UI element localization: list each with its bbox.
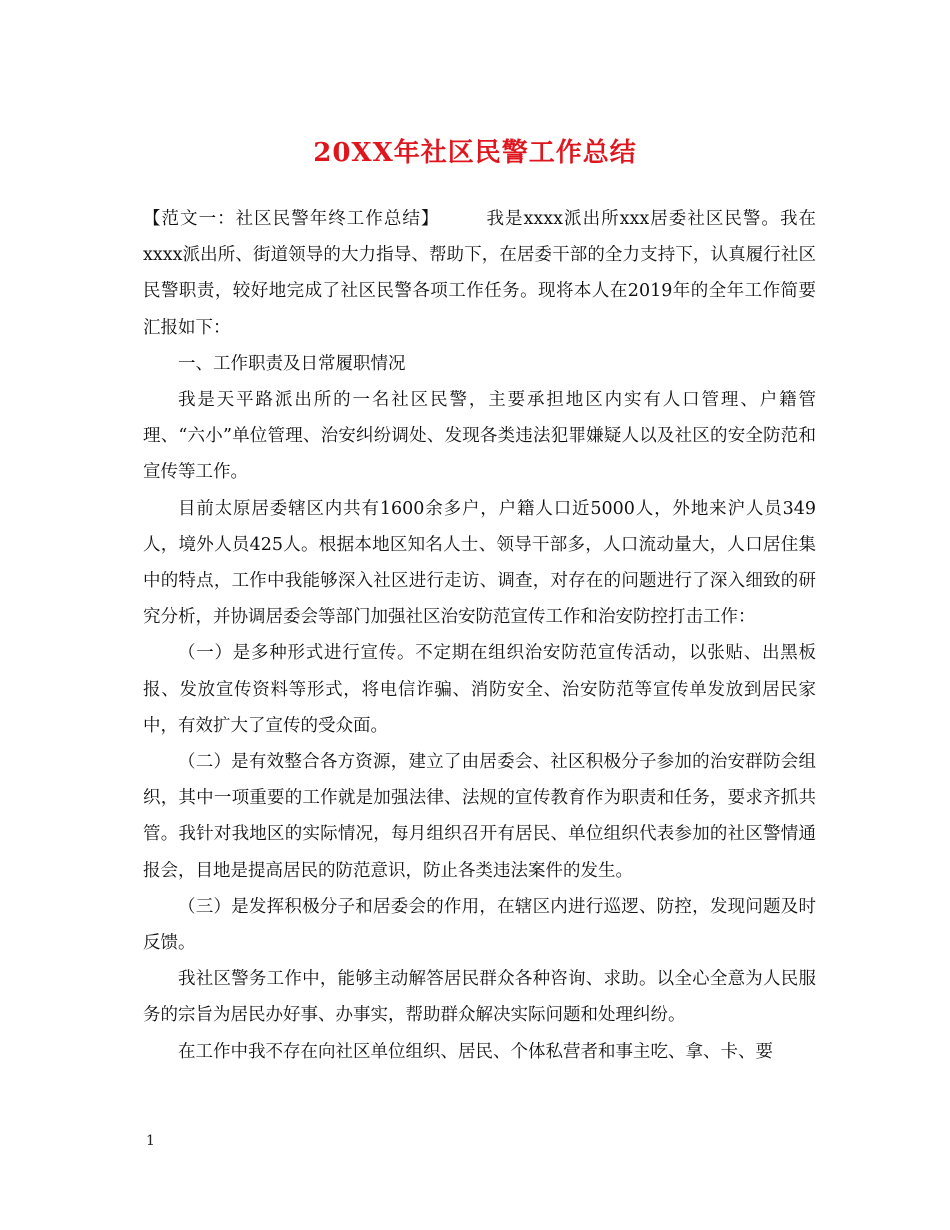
body-paragraph-3: （一）是多种形式进行宣传。不定期在组织治安防范宣传活动，以张贴、出黑板报、发放宣传资料等形式，将电信诈骗、消防安全、治安防范等宣传单发放到居民家中，有效扩大了宣传的受众面。 — [143, 643, 816, 736]
document-body — [143, 201, 816, 1070]
body-paragraph-5: （三）是发挥积极分子和居委会的作用，在辖区内进行巡逻、防控，发现问题及时反馈。 — [143, 896, 816, 954]
section-heading: 一、工作职责及日常履职情况 — [178, 353, 406, 374]
body-paragraph-1: 我是天平路派出所的一名社区民警，主要承担地区内实有人口管理、户籍管理、“六小”单位管理、治安纠纷调处、发现各类违法犯罪嫌疑人以及社区的安全防范和宣传等工作。 — [143, 390, 816, 483]
intro-paragraph — [143, 201, 816, 346]
document-title: 20XX年社区民警工作总结 — [313, 138, 637, 168]
body-paragraph-7: 在工作中我不存在向社区单位组织、居民、个体私营者和事主吃、拿、卡、要 — [178, 1041, 773, 1062]
body-paragraph-4: （二）是有效整合各方资源，建立了由居委会、社区积极分子参加的治安群防会组织，其中一项重要的工作就是加强法律、法规的宣传教育作为职责和任务，要求齐抓共管。我针对我地区的实际情况，每月组织召开有居民、单位组织代表参加的社区警情通报会，目地是提高居民的防范意识，防止各类违法案件的发生。 — [143, 752, 816, 881]
intro-text: 我是xxxx派出所xxx居委社区民警。我在xxxx派出所、街道领导的大力指导、帮助下，在居委干部的全力支持下，认真履行社区民警职责，较好地完成了社区民警各项工作任务。现将本人在2019年的全年工作简要汇报如下： — [143, 209, 816, 338]
page-number: 1 — [146, 1133, 155, 1149]
body-paragraph-6: 我社区警务工作中，能够主动解答居民群众各种咨询、求助。以全心全意为人民服务的宗旨为居民办好事、办事实，帮助群众解决实际问题和处理纠纷。 — [143, 969, 816, 1026]
body-paragraph-2: 目前太原居委辖区内共有1600余多户，户籍人口近5000人，外地来沪人员349人，境外人员425人。根据本地区知名人士、领导干部多，人口流动量大，人口居住集中的特点，工作中我能够深入社区进行走访、调查，对存在的问题进行了深入细致的研究分析，并协调居委会等部门加强社区治安防范宣传工作和治安防控打击工作： — [143, 498, 816, 628]
intro-label: 【范文一：社区民警年终工作总结】 — [143, 209, 440, 229]
